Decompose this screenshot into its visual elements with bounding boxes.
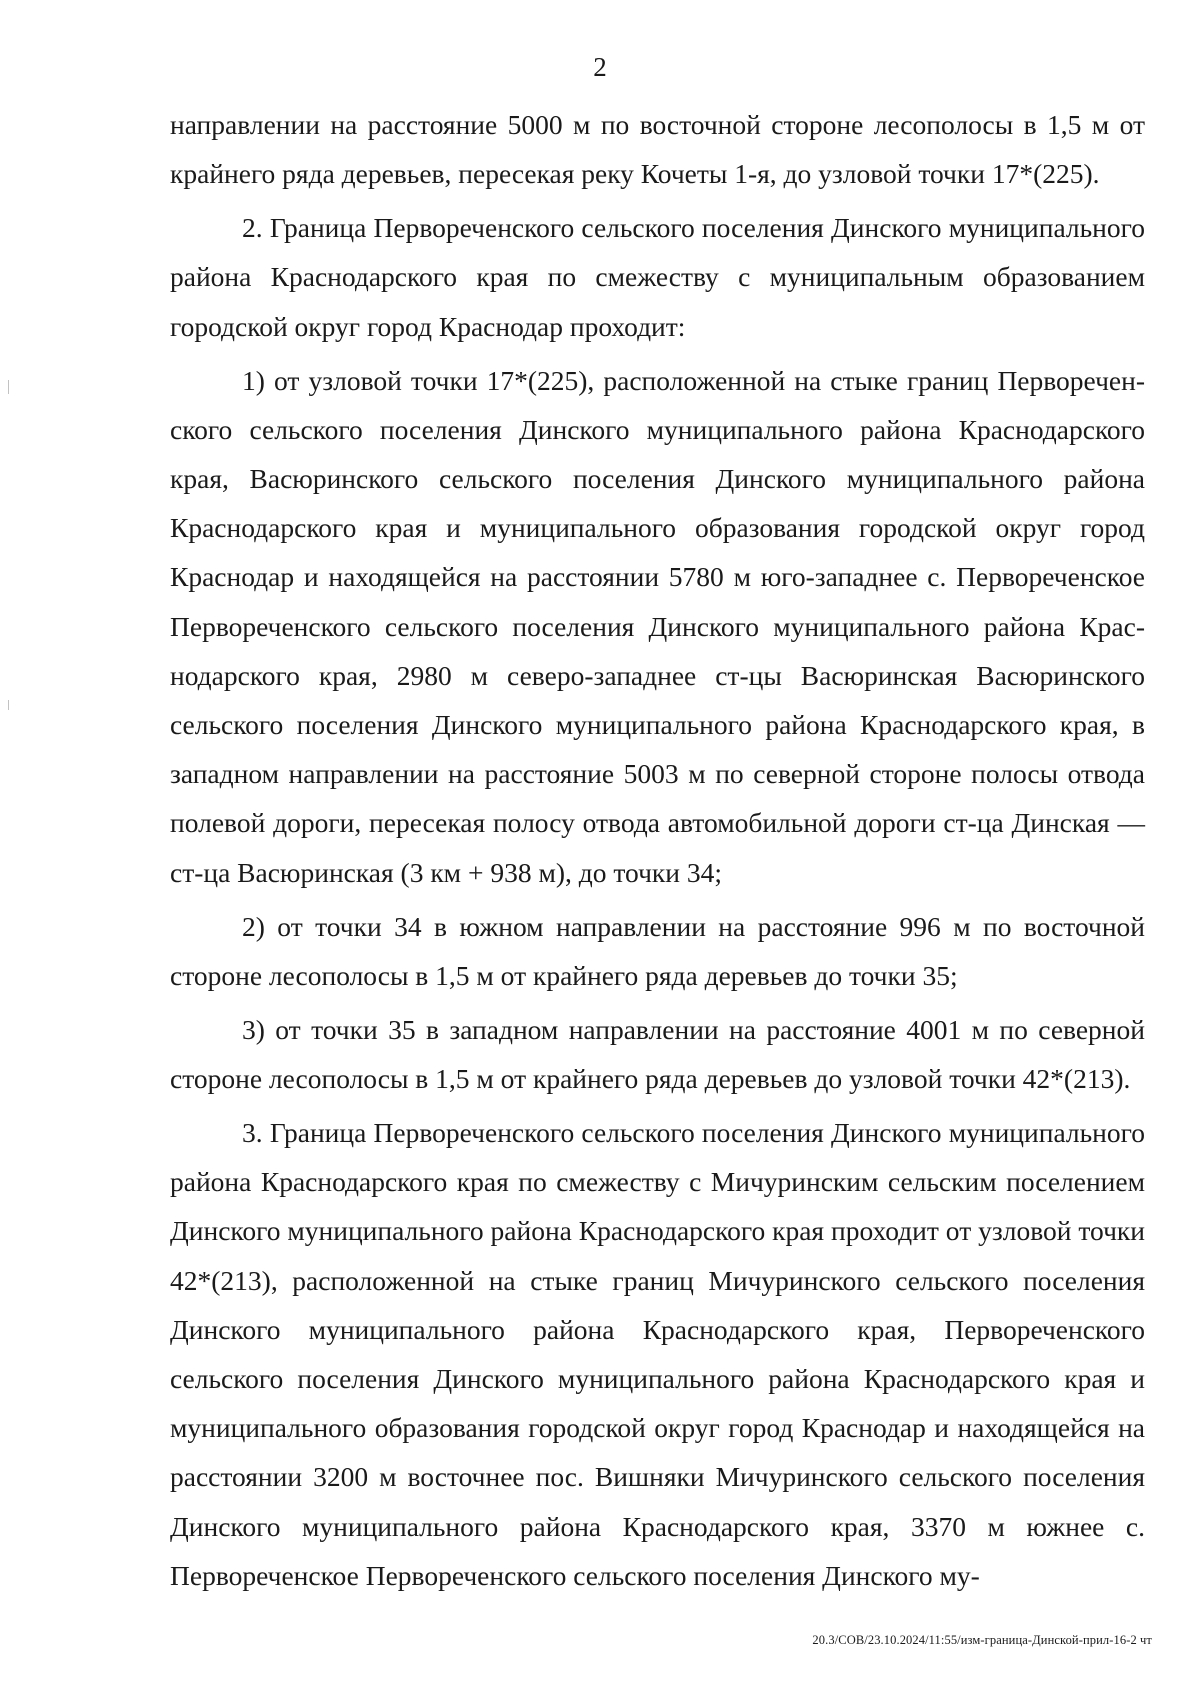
paragraph-continuation: направлении на расстояние 5000 м по восточной стороне лесополосы в 1,5 м от крайнего ряда деревьев, пересекая реку Кочеты 1-я, до узловой точки 17*(225). xyxy=(170,109,1145,190)
page-number: 2 xyxy=(593,52,607,82)
scan-margin-mark xyxy=(8,380,9,394)
paragraph-section-3: 3. Граница Первореченского сельского поселения Динского муниципального района Краснодарского края по смежеству с Мичуринским сельским поселением Динского муниципального района Краснодарского края проходит от узловой точки 42*(213), расположенной на стыке границ Мичуринского сельского поселения Динского муниципального района Краснодарского края, Первореченского сельского поселения Динского муниципального района Краснодарского края и муниципального образования городской округ город Краснодар и находящейся на расстоянии 3200 м восточнее пос. Вишняки Мичуринского сельского поселения Динского муниципального района Краснодарского края, 3370 м южнее с. Первореченское Первореченского сельского поселения Динского му- xyxy=(170,1117,1145,1591)
document-footer-id: 20.3/СОВ/23.10.2024/11:55/изм-граница-Динской-прил-16-2 чт xyxy=(812,1633,1152,1647)
paragraph-item-2: 2) от точки 34 в южном направлении на расстояние 996 м по восточной стороне лесополосы в 1,5 м от крайнего ряда деревьев до точки 35; xyxy=(170,910,1145,991)
scan-margin-mark xyxy=(8,700,9,710)
paragraph-item-3: 3) от точки 35 в западном направлении на расстояние 4001 м по северной стороне лесополосы в 1,5 м от крайнего ряда деревьев до узловой точки 42*(213). xyxy=(170,1013,1145,1095)
paragraph-section-2: 2. Граница Первореченского сельского поселения Динского муниципального района Краснодарского края по смежеству с муниципальным образованием городской округ город Краснодар проходит: xyxy=(170,212,1145,342)
document-body xyxy=(170,100,1145,1605)
paragraph-item-1: 1) от узловой точки 17*(225), расположенной на стыке границ Первореченского сельского поселения Динского муниципального района Краснодарского края, Васюринского сельского поселения Динского муниципального района Краснодарского края и муниципального образования городской округ город Краснодар и находящейся на расстоянии 5780 м юго-западнее с. Первореченское Первореченского сельского поселения Динского муниципального района Краснодарского края, 2980 м северо-западнее ст-цы Васюринская Васюринского сельского поселения Динского муниципального района Краснодарского края, в западном направлении на расстояние 5003 м по северной стороне полосы отвода полевой дороги, пересекая полосу отвода автомобильной дороги ст-ца Динская — ст-ца Васюринская (3 км + 938 м), до точки 34; xyxy=(170,364,1145,888)
